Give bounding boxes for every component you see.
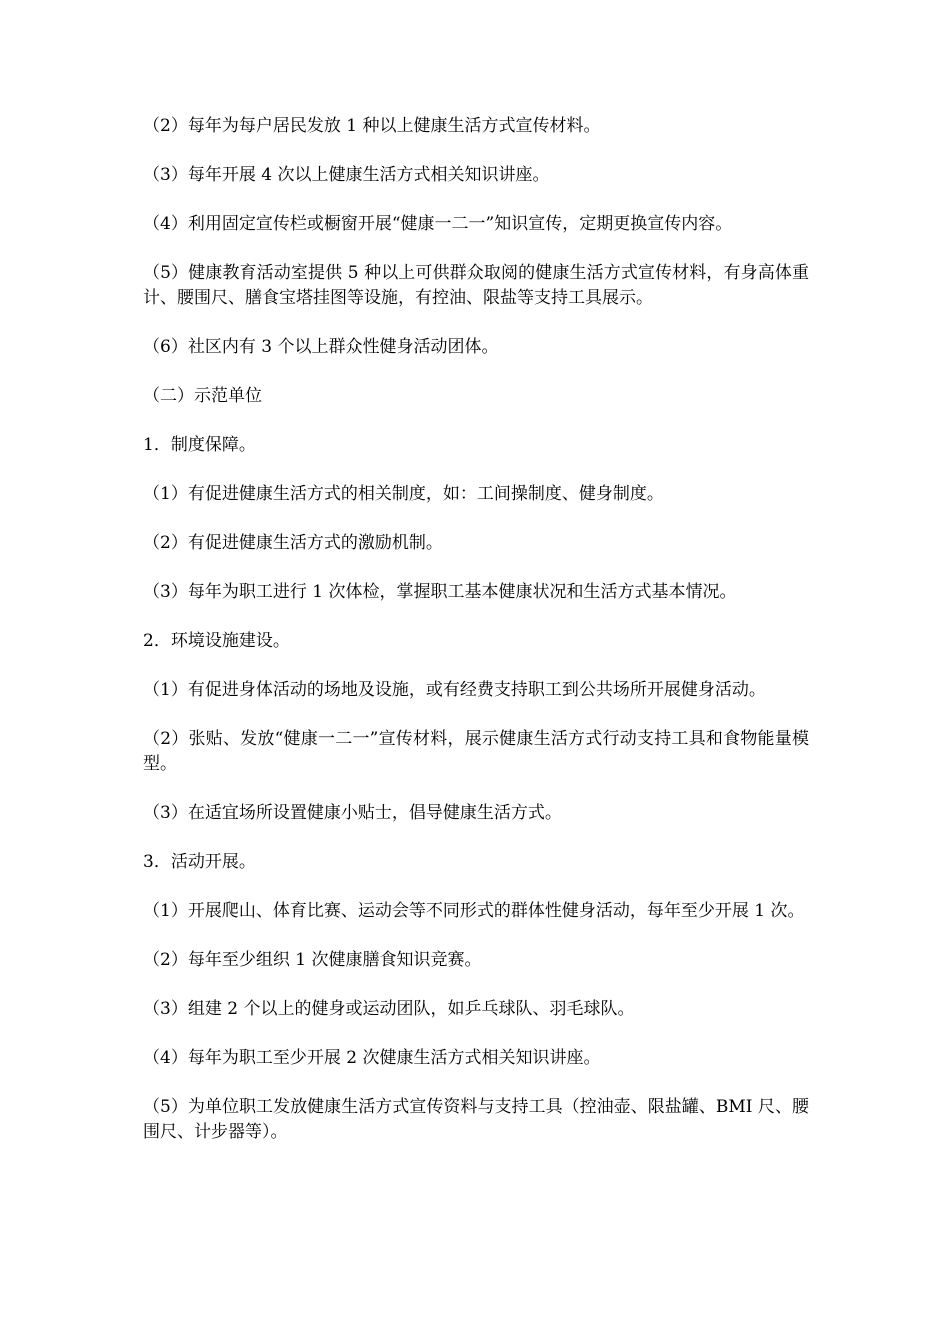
paragraph-sports-teams: （3）组建 2 个以上的健身或运动团队，如乒乓球队、羽毛球队。 xyxy=(143,999,635,1019)
paragraph-community-bulletin: （4）利用固定宣传栏或橱窗开展“健康一二一”知识宣传，定期更换宣传内容。 xyxy=(143,214,733,234)
paragraph-incentive-mechanism: （2）有促进健康生活方式的激励机制。 xyxy=(143,533,443,553)
paragraph-support-tools: （5）为单位职工发放健康生活方式宣传资料与支持工具（控油壶、限盐罐、BMI 尺、腰围尺、计步器等）。 xyxy=(143,1097,809,1142)
paragraph-annual-checkup: （3）每年为职工进行 1 次体检，掌握职工基本健康状况和生活方式基本情况。 xyxy=(143,582,737,602)
paragraph-activity-venues: （1）有促进身体活动的场地及设施，或有经费支持职工到公共场所开展健身活动。 xyxy=(143,680,766,700)
paragraph-staff-lectures: （4）每年为职工至少开展 2 次健康生活方式相关知识讲座。 xyxy=(143,1048,601,1068)
paragraph-group-fitness: （1）开展爬山、体育比赛、运动会等不同形式的群体性健身活动，每年至少开展 1 次。 xyxy=(143,901,805,921)
paragraph-health-tips: （3）在适宜场所设置健康小贴士，倡导健康生活方式。 xyxy=(143,803,562,823)
section-heading-demo-units: （二）示范单位 xyxy=(143,386,262,406)
subheading-activities: 3．活动开展。 xyxy=(143,852,256,872)
paragraph-community-lectures: （3）每年开展 4 次以上健康生活方式相关知识讲座。 xyxy=(143,165,550,185)
paragraph-community-materials: （2）每年为每户居民发放 1 种以上健康生活方式宣传材料。 xyxy=(143,116,601,136)
paragraph-diet-contest: （2）每年至少组织 1 次健康膳食知识竞赛。 xyxy=(143,950,482,970)
paragraph-community-groups: （6）社区内有 3 个以上群众性健身活动团体。 xyxy=(143,337,499,357)
paragraph-posting-materials: （2）张贴、发放“健康一二一”宣传材料，展示健康生活方式行动支持工具和食物能量模型。 xyxy=(143,729,809,774)
subheading-environment-facilities: 2．环境设施建设。 xyxy=(143,631,290,651)
paragraph-system-rules: （1）有促进健康生活方式的相关制度，如：工间操制度、健身制度。 xyxy=(143,484,664,504)
paragraph-community-activity-room: （5）健康教育活动室提供 5 种以上可供群众取阅的健康生活方式宣传材料，有身高体重计、腰围尺、膳食宝塔挂图等设施，有控油、限盐等支持工具展示。 xyxy=(143,263,809,308)
subheading-system-guarantee: 1．制度保障。 xyxy=(143,435,256,455)
document-body xyxy=(143,114,809,1169)
